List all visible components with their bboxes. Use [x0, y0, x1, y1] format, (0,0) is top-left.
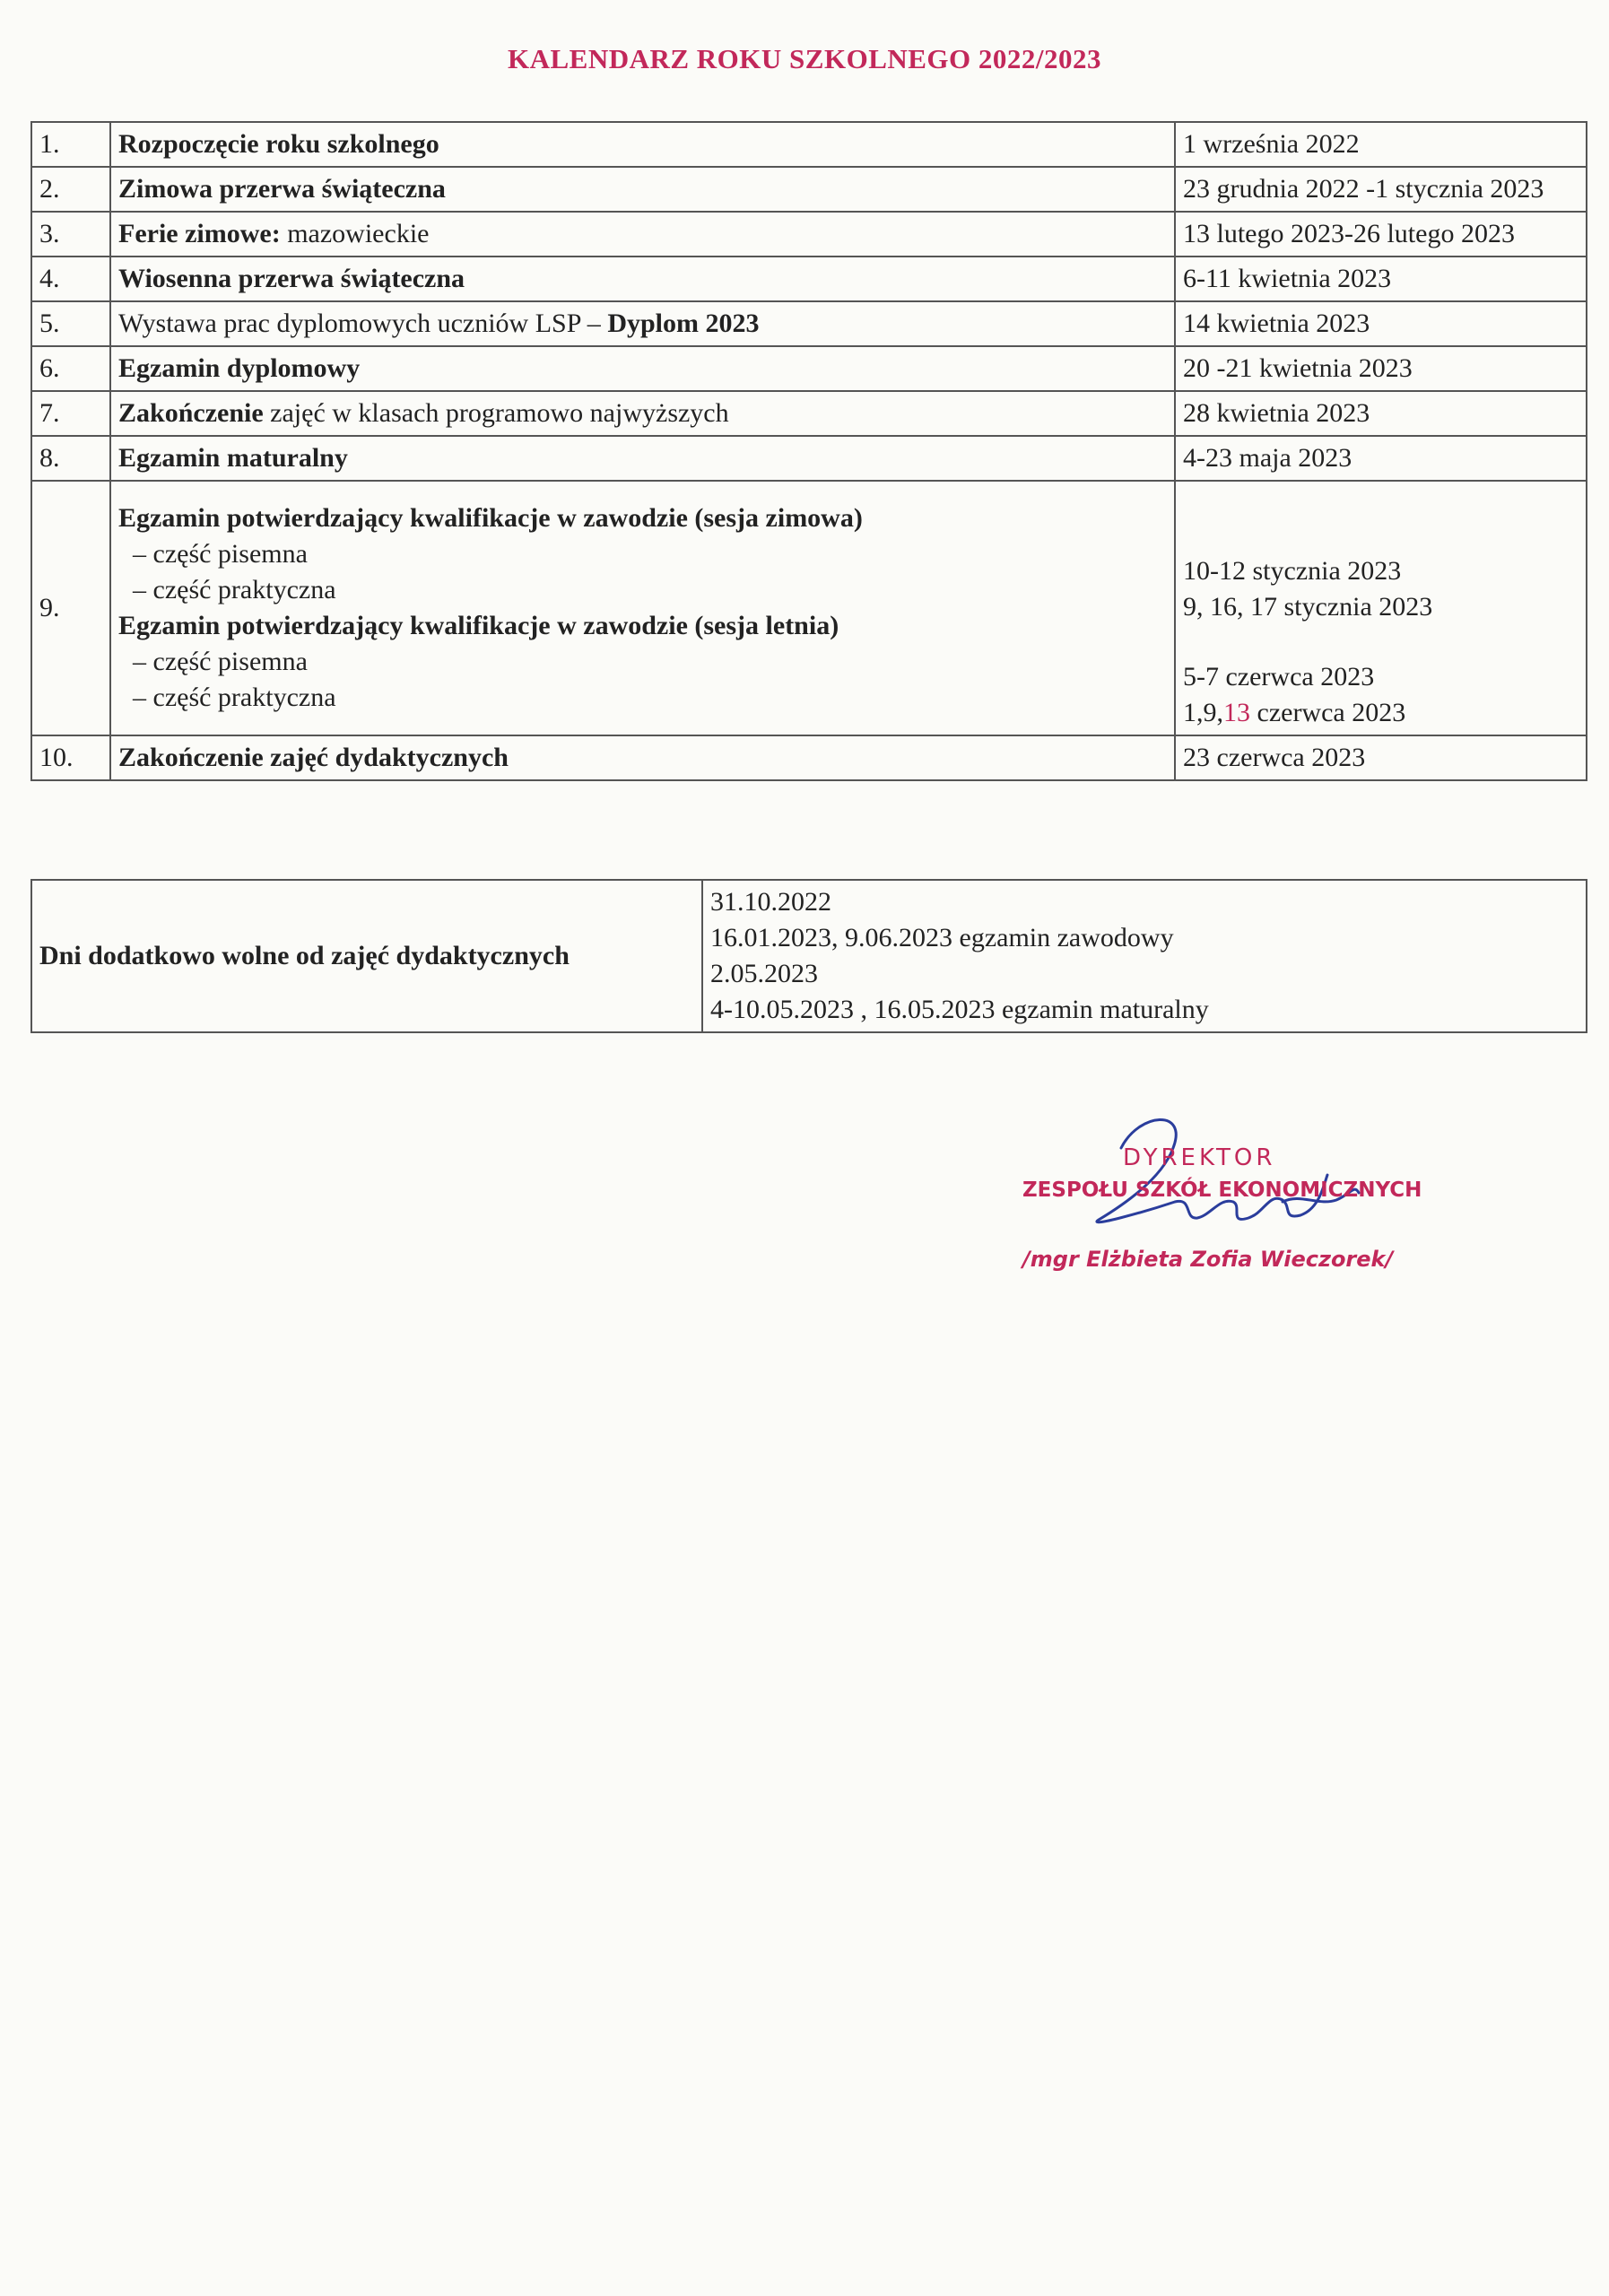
event-bold: Zakończenie [118, 398, 264, 428]
event-cell [110, 257, 1175, 301]
table-row [31, 212, 1587, 257]
table-row [31, 346, 1587, 391]
event-bold: Zakończenie zajęć dydaktycznych [118, 743, 509, 772]
table-row [31, 257, 1587, 301]
free-day-line: 31.10.2022 [710, 887, 831, 917]
event-cell [110, 391, 1175, 436]
row-number: 2. [31, 167, 110, 212]
stamp-name: /mgr Elżbieta Zofia Wieczorek/ [1022, 1247, 1394, 1272]
summer-exam-title: Egzamin potwierdzający kwalifikacje w zawodzie (sesja letnia) [118, 611, 839, 640]
event-cell [110, 735, 1175, 780]
calendar-table [30, 121, 1587, 781]
free-days-table [30, 879, 1587, 1033]
row-number: 5. [31, 301, 110, 346]
table-row [31, 880, 1587, 1032]
winter-written-label: – część pisemna [133, 539, 308, 569]
date-cell: 4-23 maja 2023 [1175, 436, 1587, 481]
table-row [31, 436, 1587, 481]
event-rest: mazowieckie [280, 219, 430, 248]
event-cell [110, 122, 1175, 167]
row-number: 8. [31, 436, 110, 481]
event-bold: Ferie zimowe: [118, 219, 281, 248]
date-cell [1175, 481, 1587, 735]
stamp-school: ZESPOŁU SZKÓŁ EKONOMICZNYCH [1022, 1178, 1422, 1202]
row-number: 3. [31, 212, 110, 257]
free-day-line: 2.05.2023 [710, 959, 818, 988]
table-row [31, 391, 1587, 436]
event-cell [110, 301, 1175, 346]
summer-written-date: 5-7 czerwca 2023 [1183, 662, 1375, 691]
winter-written-date: 10-12 stycznia 2023 [1183, 556, 1402, 586]
event-rest: zajęć w klasach programowo najwyższych [263, 398, 729, 428]
table-row [31, 167, 1587, 212]
event-bold: Egzamin maturalny [118, 443, 348, 473]
winter-practical-label: – część praktyczna [133, 575, 336, 604]
event-cell [110, 212, 1175, 257]
winter-practical-date: 9, 16, 17 stycznia 2023 [1183, 592, 1433, 622]
row-number: 4. [31, 257, 110, 301]
director-stamp [1013, 1112, 1426, 1292]
date-cell: 14 kwietnia 2023 [1175, 301, 1587, 346]
date-part: 1,9, [1183, 698, 1223, 727]
date-part: czerwca 2023 [1250, 698, 1406, 727]
event-bold: Rozpoczęcie roku szkolnego [118, 129, 439, 159]
event-cell [110, 167, 1175, 212]
row-number: 10. [31, 735, 110, 780]
date-cell: 28 kwietnia 2023 [1175, 391, 1587, 436]
winter-exam-title: Egzamin potwierdzający kwalifikacje w zawodzie (sesja zimowa) [118, 503, 863, 533]
date-cell: 23 grudnia 2022 -1 stycznia 2023 [1175, 167, 1587, 212]
stamp-title: DYREKTOR [1123, 1144, 1276, 1171]
event-cell [110, 436, 1175, 481]
date-cell: 20 -21 kwietnia 2023 [1175, 346, 1587, 391]
event-bold: Egzamin dyplomowy [118, 353, 361, 383]
summer-practical-label: – część praktyczna [133, 683, 336, 712]
row-number: 1. [31, 122, 110, 167]
table-row [31, 301, 1587, 346]
event-pre: Wystawa prac dyplomowych uczniów LSP – [118, 309, 608, 338]
date-cell: 6-11 kwietnia 2023 [1175, 257, 1587, 301]
page-title: KALENDARZ ROKU SZKOLNEGO 2022/2023 [507, 43, 1102, 74]
free-day-line: 16.01.2023, 9.06.2023 egzamin zawodowy [710, 923, 1174, 952]
table-row [31, 481, 1587, 735]
event-bold: Dyplom 2023 [607, 309, 760, 338]
event-cell [110, 346, 1175, 391]
event-bold: Zimowa przerwa świąteczna [118, 174, 446, 204]
free-day-line: 4-10.05.2023 , 16.05.2023 egzamin maturalny [710, 995, 1209, 1024]
row-number: 9. [31, 481, 110, 735]
table-row [31, 735, 1587, 780]
event-cell [110, 481, 1175, 735]
event-bold: Wiosenna przerwa świąteczna [118, 264, 465, 293]
date-cell: 23 czerwca 2023 [1175, 735, 1587, 780]
summer-practical-date [1183, 695, 1579, 731]
row-number: 7. [31, 391, 110, 436]
table-row [31, 122, 1587, 167]
row-number: 6. [31, 346, 110, 391]
summer-written-label: – część pisemna [133, 647, 308, 676]
free-days-values [702, 880, 1587, 1032]
free-days-label: Dni dodatkowo wolne od zajęć dydaktycznych [31, 880, 702, 1032]
date-cell: 1 września 2022 [1175, 122, 1587, 167]
date-highlight: 13 [1223, 698, 1250, 727]
date-cell: 13 lutego 2023-26 lutego 2023 [1175, 212, 1587, 257]
